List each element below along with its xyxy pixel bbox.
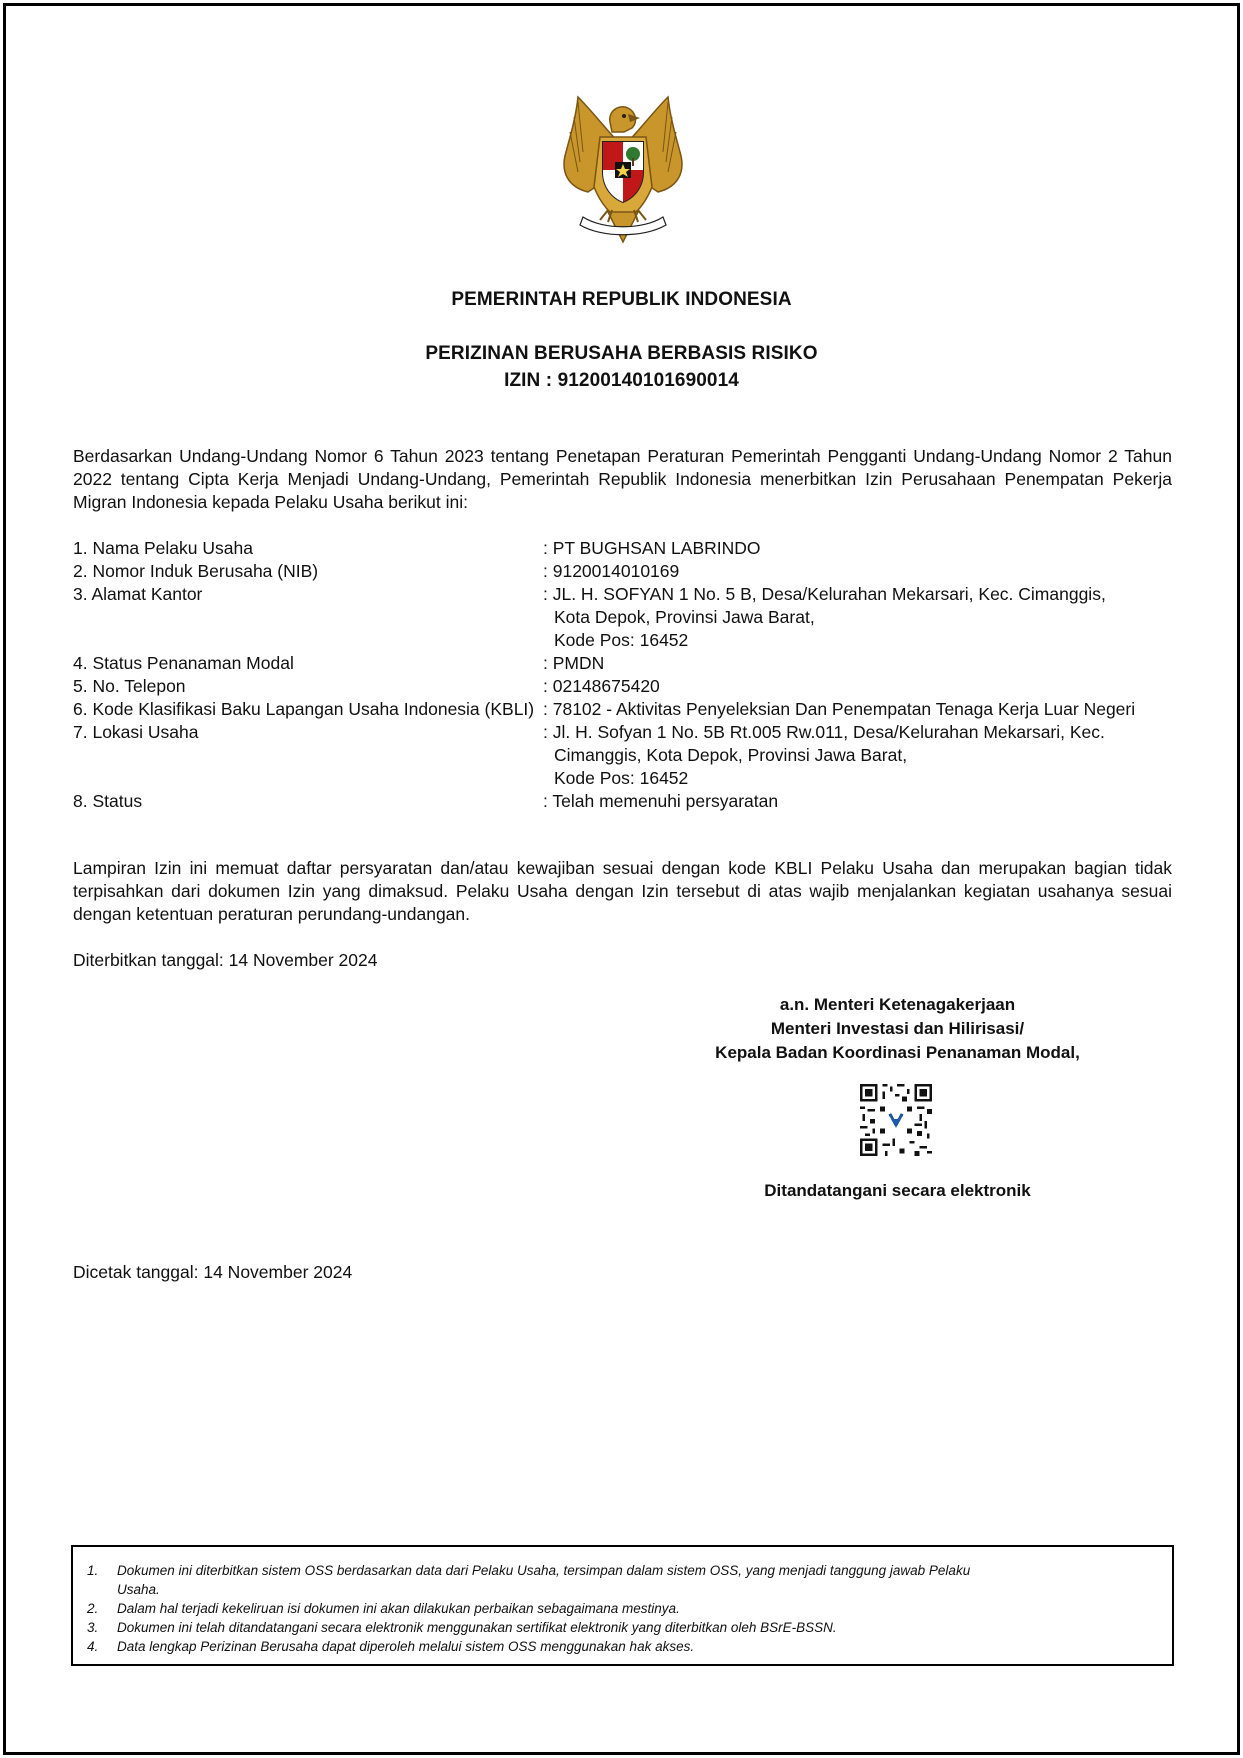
field-value — [543, 537, 1163, 560]
value-line: Kode Pos: 16452 — [554, 630, 689, 650]
attachment-paragraph: Lampiran Izin ini memuat daftar persyaratan dan/atau kewajiban sesuai dengan kode KBLI Pelaku Usaha dan merupakan bagian tidak terpisahkan dari dokumen Izin yang dimaksud. Pelaku Usaha dengan Izin tersebut di atas wajib menjalankan kegiatan usahanya sesuai dengan ketentuan peraturan perundang-undangan. — [73, 858, 1172, 924]
value-line: Kota Depok, Provinsi Jawa Barat, — [554, 607, 815, 627]
footnote-item — [87, 1561, 1158, 1599]
footnote-item — [87, 1618, 1158, 1637]
business-details — [73, 537, 1183, 813]
permit-title: PERIZINAN BERUSAHA BERBASIS RISIKO — [425, 343, 818, 364]
footnote-number: 2. — [87, 1601, 99, 1616]
field-value — [543, 790, 1163, 813]
value-line: : 78102 - Aktivitas Penyeleksian Dan Penempatan Tenaga Kerja Luar Negeri — [543, 699, 1136, 719]
field-row — [73, 675, 1183, 698]
signatory-line: a.n. Menteri Ketenagakerjaan — [779, 995, 1016, 1014]
footnote-text: Data lengkap Perizinan Berusaha dapat diperoleh melalui sistem OSS menggunakan hak akses. — [117, 1639, 695, 1654]
footnote-number: 1. — [87, 1563, 99, 1578]
permit-number: IZIN : 91200140101690014 — [504, 370, 739, 391]
field-label: 8. Status — [73, 791, 143, 811]
printed-date: Dicetak tanggal: 14 November 2024 — [73, 1262, 353, 1282]
field-row — [73, 721, 1183, 790]
field-row — [73, 583, 1183, 652]
footnote-number: 4. — [87, 1639, 99, 1654]
footnote-text: Dalam hal terjadi kekeliruan isi dokumen ini akan dilakukan perbaikan sebagaimana mestinya. — [117, 1601, 680, 1616]
footnote-number: 3. — [87, 1620, 99, 1635]
field-row — [73, 790, 1183, 813]
field-label: 2. Nomor Induk Berusaha (NIB) — [73, 561, 319, 581]
footnote-item — [87, 1599, 1158, 1618]
field-value — [543, 698, 1163, 721]
signatory-line: Menteri Investasi dan Hilirisasi/ — [770, 1019, 1025, 1038]
field-label: 4. Status Penanaman Modal — [73, 653, 294, 673]
field-value — [543, 560, 1163, 583]
value-line: : 02148675420 — [543, 676, 660, 696]
electronic-signature-label: Ditandatangani secara elektronik — [764, 1181, 1031, 1200]
footnote-text: Dokumen ini telah ditandatangani secara elektronik menggunakan sertifikat elektronik yang diterbitkan oleh BSrE-BSSN. — [117, 1620, 837, 1635]
government-heading: PEMERINTAH REPUBLIK INDONESIA — [451, 289, 792, 310]
intro-paragraph: Berdasarkan Undang-Undang Nomor 6 Tahun 2023 tentang Penetapan Peraturan Pemerintah Pengganti Undang-Undang Nomor 2 Tahun 2022 tentang Cipta Kerja Menjadi Undang-Undang, Pemerintah Republik Indonesia menerbitkan Izin Perusahaan Penempatan Pekerja Migran Indonesia kepada Pelaku Usaha berikut ini: — [73, 446, 1172, 512]
field-label: 5. No. Telepon — [73, 676, 186, 696]
value-line: Kode Pos: 16452 — [554, 768, 689, 788]
field-row — [73, 698, 1183, 721]
field-value — [543, 583, 1163, 652]
field-label: 1. Nama Pelaku Usaha — [73, 538, 253, 558]
field-label: 7. Lokasi Usaha — [73, 722, 199, 742]
footnotes-box — [71, 1545, 1174, 1666]
signatory-block — [640, 993, 1155, 1065]
value-line: : PMDN — [543, 653, 605, 673]
field-value — [543, 652, 1163, 675]
qr-code-icon — [860, 1084, 932, 1156]
value-line: : Jl. H. Sofyan 1 No. 5B Rt.005 Rw.011, Desa/Kelurahan Mekarsari, Kec. Cimanggis, Kota Depok, Provinsi Jawa Barat, — [543, 722, 1105, 765]
field-label: 3. Alamat Kantor — [73, 584, 203, 604]
value-line: : 9120014010169 — [543, 561, 680, 581]
field-label: 6. Kode Klasifikasi Baku Lapangan Usaha Indonesia (KBLI) — [73, 699, 535, 719]
field-value — [543, 721, 1163, 790]
garuda-emblem-icon — [548, 92, 698, 252]
footnote-item — [87, 1637, 1158, 1656]
value-line: : JL. H. SOFYAN 1 No. 5 B, Desa/Kelurahan Mekarsari, Kec. Cimanggis, — [543, 584, 1106, 604]
footnote-text: Dokumen ini diterbitkan sistem OSS berdasarkan data dari Pelaku Usaha, tersimpan dalam sistem OSS, yang menjadi tanggung jawab Pelaku Usaha. — [117, 1563, 971, 1597]
signatory-line: Kepala Badan Koordinasi Penanaman Modal, — [715, 1043, 1080, 1062]
issued-date: Diterbitkan tanggal: 14 November 2024 — [73, 950, 378, 970]
value-line: : PT BUGHSAN LABRINDO — [543, 538, 761, 558]
value-line: : Telah memenuhi persyaratan — [543, 791, 779, 811]
field-row — [73, 537, 1183, 560]
field-row — [73, 560, 1183, 583]
field-value — [543, 675, 1163, 698]
field-row — [73, 652, 1183, 675]
